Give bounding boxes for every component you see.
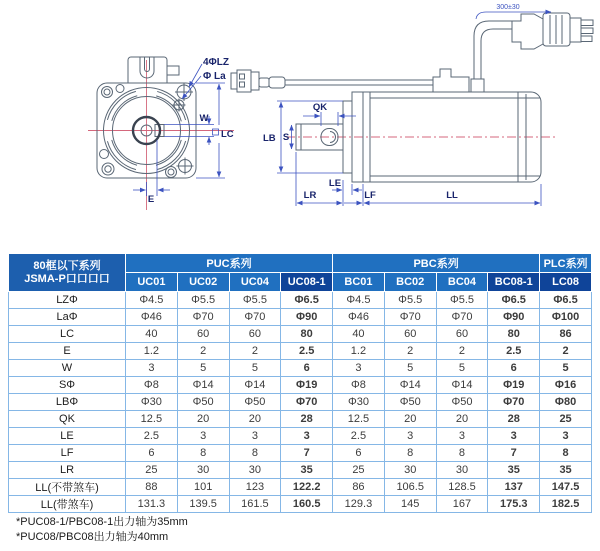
model-header: UC04 [229, 273, 281, 292]
spec-cell: 60 [229, 326, 281, 343]
spec-cell: Φ5.5 [229, 292, 281, 309]
spec-cell: 3 [177, 428, 229, 445]
spec-row [9, 479, 592, 496]
spec-cell: 30 [384, 462, 436, 479]
spec-cell: Φ14 [177, 377, 229, 394]
spec-cell: Φ14 [229, 377, 281, 394]
spec-cell: 145 [384, 496, 436, 513]
spec-cell: Φ70 [488, 394, 540, 411]
spec-row [9, 394, 592, 411]
model-header: BC02 [384, 273, 436, 292]
spec-cell: Φ100 [540, 309, 592, 326]
spec-cell: Φ50 [177, 394, 229, 411]
spec-cell: 182.5 [540, 496, 592, 513]
series-group-header: PLC系列 [540, 254, 592, 273]
spec-cell: 60 [384, 326, 436, 343]
dimension-drawing [0, 0, 600, 250]
spec-row [9, 292, 592, 309]
spec-cell: 2.5 [333, 428, 385, 445]
footnotes [16, 515, 188, 545]
spec-cell: Φ30 [333, 394, 385, 411]
spec-cell: 3 [281, 428, 333, 445]
spec-cell: 20 [436, 411, 488, 428]
bump-tab [167, 66, 179, 75]
spec-row-label: SΦ [9, 377, 126, 394]
front-view [88, 57, 234, 210]
spec-cell: 3 [126, 360, 178, 377]
spec-row-label: LZΦ [9, 292, 126, 309]
spec-cell: Φ8 [126, 377, 178, 394]
spec-cell: 3 [229, 428, 281, 445]
label-frame-size: LC [221, 129, 234, 140]
model-header: LC08 [540, 273, 592, 292]
spec-cell: 7 [281, 445, 333, 462]
spec-cell: Φ46 [333, 309, 385, 326]
spec-cell: 128.5 [436, 479, 488, 496]
spec-cell: 5 [384, 360, 436, 377]
spec-row [9, 462, 592, 479]
label-qk: QK [312, 102, 328, 113]
spec-cell: 86 [540, 326, 592, 343]
spec-cell: 8 [540, 445, 592, 462]
spec-cell: 106.5 [384, 479, 436, 496]
spec-row [9, 411, 592, 428]
spec-cell: Φ14 [384, 377, 436, 394]
spec-cell: 20 [177, 411, 229, 428]
series-group-header: PUC系列 [126, 254, 333, 273]
spec-cell: 167 [436, 496, 488, 513]
spec-cell: 2 [177, 343, 229, 360]
spec-cell: 2 [436, 343, 488, 360]
spec-row [9, 377, 592, 394]
spec-cell: 30 [436, 462, 488, 479]
spec-cell: Φ19 [281, 377, 333, 394]
spec-row-label: LE [9, 428, 126, 445]
spec-cell: 25 [540, 411, 592, 428]
spec-cell: Φ70 [384, 309, 436, 326]
spec-cell: 28 [488, 411, 540, 428]
spec-cell: Φ14 [436, 377, 488, 394]
series-header-row [9, 254, 592, 273]
spec-cell: 25 [333, 462, 385, 479]
spec-cell: Φ50 [384, 394, 436, 411]
encoder-cable [231, 69, 469, 92]
spec-cell: 2.5 [281, 343, 333, 360]
spec-cell: 7 [488, 445, 540, 462]
spec-cell: 8 [229, 445, 281, 462]
spec-row [9, 309, 592, 326]
screw-hole-icon [173, 83, 194, 175]
label-bolt-holes: 4ΦLZ [203, 57, 229, 68]
label-ll: LL [446, 190, 458, 201]
spec-cell: Φ80 [540, 394, 592, 411]
spec-row [9, 445, 592, 462]
spec-row-label: LF [9, 445, 126, 462]
spec-cell: 122.2 [281, 479, 333, 496]
label-pilot-diameter: Φ La [203, 71, 226, 82]
spec-cell: 6 [333, 445, 385, 462]
spec-cell: Φ70 [436, 309, 488, 326]
spec-row-label: LL(不带煞车) [9, 479, 126, 496]
spec-cell: 3 [488, 428, 540, 445]
spec-cell: 6 [126, 445, 178, 462]
spec-table [8, 253, 592, 513]
spec-cell: 30 [229, 462, 281, 479]
spec-cell: 40 [126, 326, 178, 343]
spec-cell: Φ5.5 [177, 292, 229, 309]
spec-cell: 8 [384, 445, 436, 462]
spec-cell: 129.3 [333, 496, 385, 513]
label-e: E [147, 194, 155, 205]
spec-cell: Φ6.5 [540, 292, 592, 309]
spec-cell: Φ6.5 [488, 292, 540, 309]
spec-row [9, 428, 592, 445]
table-corner-header: 80框以下系列 JSMA-P口口口口 [9, 254, 126, 292]
spec-row-label: LBΦ [9, 394, 126, 411]
spec-cell: 35 [540, 462, 592, 479]
spec-cell: 3 [436, 428, 488, 445]
label-cable-length: 300±30 [496, 4, 520, 11]
spec-cell: 3 [333, 360, 385, 377]
spec-cell: Φ30 [126, 394, 178, 411]
spec-cell: Φ5.5 [384, 292, 436, 309]
spec-cell: 101 [177, 479, 229, 496]
spec-row-label: E [9, 343, 126, 360]
model-header: BC01 [333, 273, 385, 292]
spec-row [9, 496, 592, 513]
label-s: S [282, 132, 290, 143]
spec-cell: 160.5 [281, 496, 333, 513]
spec-cell: Φ90 [488, 309, 540, 326]
power-cable [471, 13, 593, 92]
spec-cell: 20 [229, 411, 281, 428]
spec-cell: 175.3 [488, 496, 540, 513]
label-le: LE [328, 178, 342, 189]
spec-cell: 3 [540, 428, 592, 445]
spec-cell: 5 [540, 360, 592, 377]
spec-cell: 8 [436, 445, 488, 462]
spec-cell: Φ6.5 [281, 292, 333, 309]
encoder-connector-block [433, 69, 469, 92]
label-lb: LB [263, 133, 276, 144]
spec-cell: 12.5 [126, 411, 178, 428]
spec-cell: 25 [126, 462, 178, 479]
spec-cell: Φ46 [126, 309, 178, 326]
spec-cell: Φ5.5 [436, 292, 488, 309]
spec-cell: 35 [488, 462, 540, 479]
spec-cell: 5 [177, 360, 229, 377]
spec-cell: 131.3 [126, 496, 178, 513]
spec-row-label: W [9, 360, 126, 377]
spec-cell: 2.5 [126, 428, 178, 445]
spec-cell: 28 [281, 411, 333, 428]
spec-cell: 3 [384, 428, 436, 445]
spec-cell: 5 [229, 360, 281, 377]
spec-cell: Φ90 [281, 309, 333, 326]
spec-cell: 2 [540, 343, 592, 360]
footnote-2: *PUC08/PBC08出力轴为40mm [16, 531, 169, 543]
spec-cell: Φ70 [229, 309, 281, 326]
spec-cell: 137 [488, 479, 540, 496]
series-group-header: PBC系列 [333, 254, 540, 273]
spec-row-label: LL(带煞车) [9, 496, 126, 513]
label-lf: LF [364, 190, 376, 201]
spec-cell: 1.2 [126, 343, 178, 360]
spec-cell: 20 [384, 411, 436, 428]
spec-cell: 2.5 [488, 343, 540, 360]
spec-cell: 1.2 [333, 343, 385, 360]
spec-cell: Φ50 [229, 394, 281, 411]
square-symbol-icon [213, 129, 219, 135]
spec-cell: Φ8 [333, 377, 385, 394]
model-header: UC01 [126, 273, 178, 292]
spec-cell: 5 [436, 360, 488, 377]
spec-row-label: LC [9, 326, 126, 343]
spec-cell: 2 [384, 343, 436, 360]
spec-row [9, 360, 592, 377]
spec-cell: 12.5 [333, 411, 385, 428]
spec-cell: 80 [281, 326, 333, 343]
spec-row [9, 343, 592, 360]
spec-cell: 86 [333, 479, 385, 496]
spec-cell: 80 [488, 326, 540, 343]
spec-cell: Φ70 [177, 309, 229, 326]
spec-cell: 6 [281, 360, 333, 377]
spec-cell: 8 [177, 445, 229, 462]
spec-row-label: LR [9, 462, 126, 479]
spec-cell: Φ16 [540, 377, 592, 394]
spec-cell: 35 [281, 462, 333, 479]
spec-row-label: QK [9, 411, 126, 428]
label-key-width: W [199, 113, 209, 124]
spec-row [9, 326, 592, 343]
spec-cell: Φ70 [281, 394, 333, 411]
spec-cell: 88 [126, 479, 178, 496]
spec-cell: 139.5 [177, 496, 229, 513]
model-header: BC04 [436, 273, 488, 292]
spec-cell: 40 [333, 326, 385, 343]
label-lr: LR [303, 190, 317, 201]
spec-cell: 147.5 [540, 479, 592, 496]
spec-cell: 60 [436, 326, 488, 343]
spec-cell: 60 [177, 326, 229, 343]
spec-cell: 123 [229, 479, 281, 496]
model-header: UC02 [177, 273, 229, 292]
spec-cell: Φ4.5 [333, 292, 385, 309]
connector-boot [512, 14, 543, 49]
spec-cell: Φ50 [436, 394, 488, 411]
spec-cell: 2 [229, 343, 281, 360]
spec-cell: 161.5 [229, 496, 281, 513]
spec-row-label: LaΦ [9, 309, 126, 326]
spec-cell: 6 [488, 360, 540, 377]
spec-cell: Φ4.5 [126, 292, 178, 309]
footnote-1: *PUC08-1/PBC08-1出力轴为35mm [16, 516, 188, 528]
spec-cell: Φ19 [488, 377, 540, 394]
model-header: UC08-1 [281, 273, 333, 292]
model-header: BC08-1 [488, 273, 540, 292]
side-view [231, 4, 593, 206]
spec-cell: 30 [177, 462, 229, 479]
